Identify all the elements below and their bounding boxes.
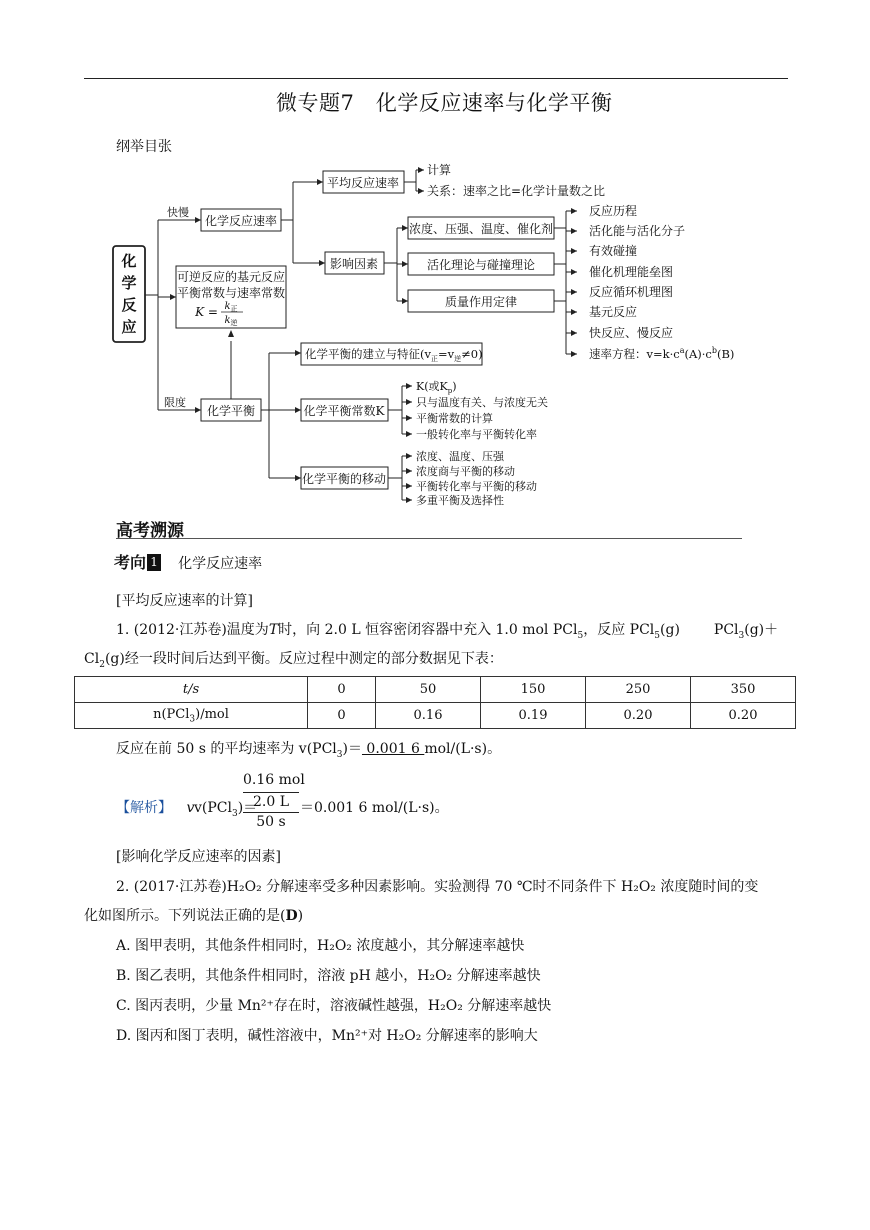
arrow-icon	[228, 330, 234, 337]
move-leaf: 多重平衡及选择性	[416, 494, 504, 507]
arrow-icon	[402, 261, 408, 267]
arrow-icon	[406, 431, 412, 437]
arrow-icon	[319, 260, 325, 266]
root-char: 应	[121, 318, 137, 336]
kaoxiang-title: 化学反应速率	[178, 556, 263, 572]
arrow-icon	[295, 407, 301, 413]
mind-map	[0, 0, 870, 520]
table-cell: 50	[376, 677, 481, 703]
kaoxiang-header	[114, 550, 262, 573]
page-title: 微专题7 化学反应速率与化学平衡	[276, 91, 613, 115]
theory-leaf: 基元反应	[589, 305, 638, 319]
q1-line1: 1. (2012·江苏卷)温度为T时，向 2.0 L 恒容密闭容器中充入 1.0 mol PCl$_5$，反应 PCl$_5$(g) PCl$_3$(g)＋	[116, 622, 779, 641]
factors-node: 影响因素	[329, 257, 379, 271]
relation-leaf: 关系：速率之比=化学计量数之比	[427, 184, 606, 198]
table-cell: 0.19	[481, 703, 586, 729]
q2-stem-1: 2. (2017·江苏卷)H₂O₂ 分解速率受多种因素影响。实验测得 70 ℃时不同条件下 H₂O₂ 浓度随时间的变	[116, 879, 759, 895]
root-char: 反	[121, 296, 137, 314]
q1-jiexi: 【解析】 v	[116, 800, 195, 816]
center-line-1: 可逆反应的基元反应	[176, 270, 286, 284]
eq-const-node: 化学平衡常数K	[303, 404, 385, 418]
arrow-icon	[295, 475, 301, 481]
table-cell: 0.20	[586, 703, 691, 729]
arrow-icon	[406, 497, 412, 503]
theory-leaf: 有效碰撞	[589, 244, 638, 258]
arrow-icon	[571, 248, 577, 254]
center-num: $k_正$	[224, 301, 238, 313]
jiexi-label: 【解析】	[116, 800, 172, 816]
frac-bar-outer	[243, 812, 299, 813]
table-cell: 350	[691, 677, 796, 703]
root-char: 化	[121, 252, 137, 270]
arrow-icon	[571, 289, 577, 295]
frac-den: 50 s	[256, 814, 286, 830]
move-leaf: 浓度商与平衡的移动	[416, 465, 515, 478]
q2-option-d: D. 图丙和图丁表明，碱性溶液中，Mn²⁺对 H₂O₂ 分解速率的影响大	[116, 1028, 538, 1044]
arrow-icon	[195, 407, 201, 413]
center-k: K =	[195, 305, 218, 319]
table-cell: 0.16	[376, 703, 481, 729]
calc-leaf: 计算	[427, 163, 452, 177]
arrow-icon	[406, 468, 412, 474]
theory-leaf: 快反应、慢反应	[589, 326, 674, 340]
frac-num-bot: 2.0 L	[252, 794, 289, 810]
arrow-icon	[571, 351, 577, 357]
center-line-2: 平衡常数与速率常数	[176, 286, 286, 300]
arrow-icon	[418, 167, 424, 173]
jiexi-lhs: v(PCl$_3$)＝	[194, 800, 258, 819]
arrow-icon	[406, 383, 412, 389]
section-rule	[116, 538, 742, 539]
arrow-icon	[571, 228, 577, 234]
rate-equation-leaf: 速率方程：$v=k\cdot c^a(A)\cdot c^b(B)$	[589, 346, 735, 361]
q2-option-b: B. 图乙表明，其他条件相同时，溶液 pH 越小，H₂O₂ 分解速率越快	[116, 968, 541, 984]
arrow-icon	[418, 188, 424, 194]
const-leaf: 一般转化率与平衡转化率	[416, 428, 537, 441]
eq-move-node: 化学平衡的移动	[301, 472, 387, 486]
mass-action-node: 质量作用定律	[444, 295, 518, 309]
arrow-icon	[571, 269, 577, 275]
move-leaf: 浓度、温度、压强	[416, 450, 504, 463]
q2-stem-2: 化如图所示。下列说法正确的是(D)	[84, 908, 304, 924]
const-leaf: 只与温度有关、与浓度无关	[416, 396, 548, 409]
k-leaf: K(或$K_p$)	[416, 380, 457, 395]
arrow-icon	[406, 483, 412, 489]
arrow-icon	[406, 415, 412, 421]
arrow-icon	[317, 179, 323, 185]
q2-option-c: C. 图丙表明，少量 Mn²⁺存在时，溶液碱性越强，H₂O₂ 分解速率越快	[116, 998, 552, 1014]
arrow-icon	[406, 453, 412, 459]
arrow-icon	[295, 350, 301, 356]
table-cell: 150	[481, 677, 586, 703]
arrow-icon	[402, 225, 408, 231]
jiexi-result: ＝0.001 6 mol/(L·s)。	[300, 800, 449, 816]
frac-num-top: 0.16 mol	[243, 772, 305, 788]
q2-answer: D	[285, 908, 298, 924]
outline-label: 纲举目张	[116, 139, 172, 155]
table-row	[75, 703, 796, 729]
eq-build-node: 化学平衡的建立与特征$(v_正=v_逆\ne 0)$	[305, 347, 483, 363]
theory-leaf: 反应历程	[589, 204, 638, 218]
theory-node: 活化理论与碰撞理论	[426, 258, 536, 272]
theory-leaf: 活化能与活化分子	[589, 224, 686, 238]
q1-answer: 反应在前 50 s 的平均速率为 v(PCl$_3$)＝ 0.001 6 mol/(L·s)。	[116, 741, 502, 760]
table-cell: 250	[586, 677, 691, 703]
q1-tag: [平均反应速率的计算]	[116, 593, 253, 609]
rate-node: 化学反应速率	[204, 214, 278, 228]
conc-node: 浓度、压强、温度、催化剂	[408, 222, 554, 236]
theory-leaf: 反应循环机理图	[589, 285, 674, 299]
arrow-icon	[571, 309, 577, 315]
const-leaf: 平衡常数的计算	[416, 412, 493, 425]
limit-label: 限度	[164, 396, 186, 409]
arrow-icon	[402, 298, 408, 304]
kaoxiang-label: 考向	[114, 553, 147, 572]
table-header-cell: t/s	[75, 677, 308, 703]
table-cell: 0	[308, 703, 376, 729]
arrow-icon	[406, 399, 412, 405]
table-header-cell: n(PCl$_3$)/mol	[75, 703, 308, 729]
avg-rate-node: 平均反应速率	[326, 176, 400, 190]
root-char: 学	[121, 274, 137, 292]
kaoxiang-number: 1	[147, 554, 161, 571]
section-heading: 高考溯源	[116, 521, 184, 541]
fast-label: 快慢	[167, 206, 189, 219]
q1-line2: $Cl_2(g)$经一段时间后达到平衡。反应过程中测定的部分数据见下表：	[84, 651, 503, 670]
arrow-icon	[571, 330, 577, 336]
center-den: $k_逆$	[224, 315, 238, 327]
arrow-icon	[571, 208, 577, 214]
data-table	[74, 676, 796, 729]
eq-node: 化学平衡	[206, 404, 256, 418]
arrow-icon	[195, 217, 201, 223]
table-cell: 0.20	[691, 703, 796, 729]
answer-value: 0.001 6	[361, 741, 425, 757]
q2-tag: [影响化学反应速率的因素]	[116, 849, 281, 865]
arrow-icon	[170, 294, 176, 300]
table-row	[75, 677, 796, 703]
q2-option-a: A. 图甲表明，其他条件相同时，H₂O₂ 浓度越小，其分解速率越快	[116, 938, 525, 954]
table-cell: 0	[308, 677, 376, 703]
frac-bar-inner	[243, 792, 299, 793]
theory-leaf: 催化机理能垒图	[589, 265, 674, 279]
move-leaf: 平衡转化率与平衡的移动	[416, 480, 537, 493]
